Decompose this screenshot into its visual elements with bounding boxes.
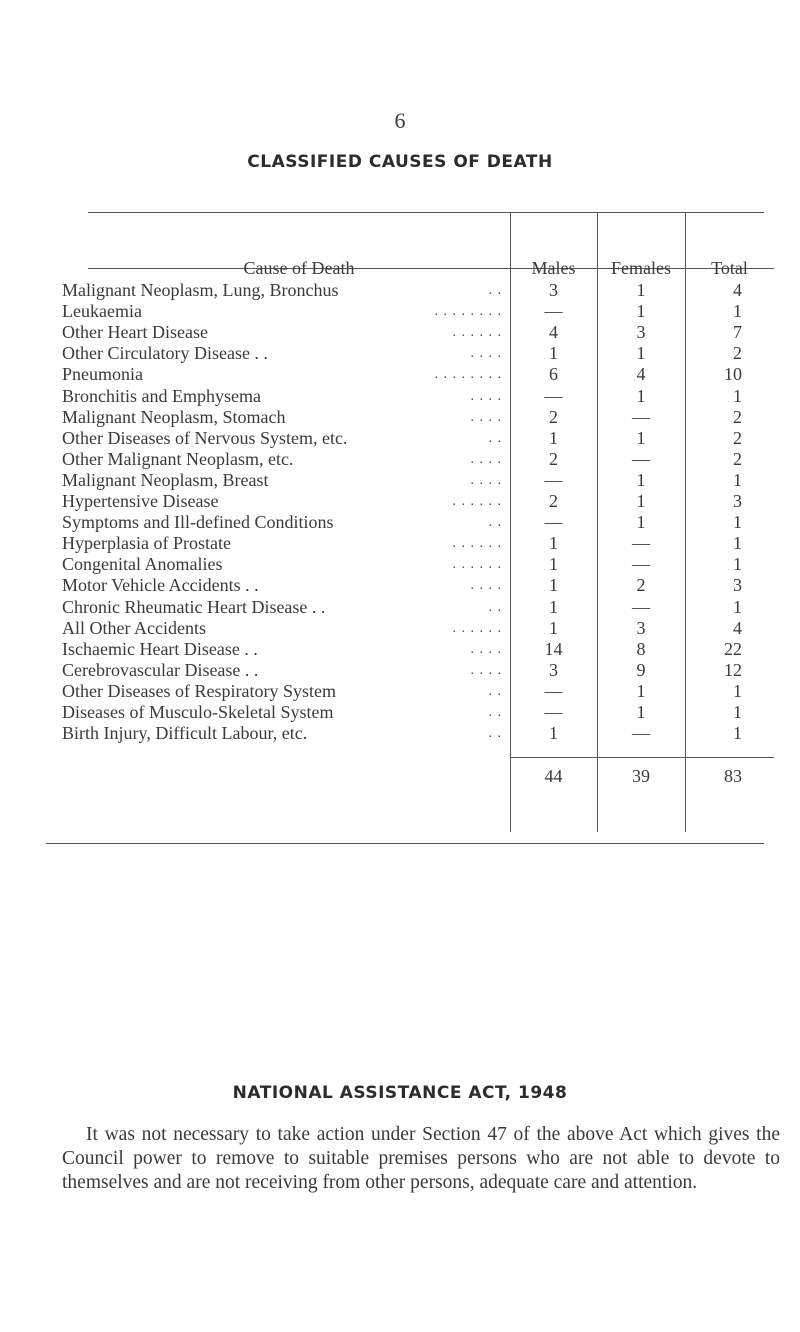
total-value: 1 [733, 385, 742, 406]
total-value: 1 [733, 533, 742, 554]
total-value: 2 [733, 427, 742, 448]
section-heading: NATIONAL ASSISTANCE ACT, 1948 [232, 1083, 568, 1103]
females-value: — [632, 406, 650, 427]
dot-leader: . . . . [470, 662, 502, 678]
cause-label: Hypertensive Disease [62, 491, 219, 511]
females-value: — [632, 448, 650, 469]
page-title: CLASSIFIED CAUSES OF DEATH [247, 152, 553, 172]
table-bottom-rule [46, 843, 764, 844]
cause-label: Leukaemia [62, 301, 142, 322]
total-value: 22 [724, 638, 742, 659]
cause-label: Malignant Neoplasm, Breast [62, 469, 269, 490]
column-divider-total [685, 212, 686, 832]
total-value: 1 [733, 512, 742, 533]
table-top-rule [88, 212, 764, 213]
females-value: 3 [636, 617, 646, 638]
dot-leader: . . . . [470, 578, 502, 594]
total-value: 1 [733, 596, 742, 617]
total-value: 12 [724, 659, 742, 680]
females-value: 1 [636, 280, 646, 300]
females-value: 1 [636, 469, 646, 490]
page-number: 6 [394, 108, 406, 133]
males-value: — [544, 301, 563, 322]
males-value: 4 [549, 322, 558, 343]
cause-label: Malignant Neoplasm, Stomach [62, 406, 286, 427]
dot-leader: . . . . . . [452, 536, 502, 552]
total-value: 4 [733, 617, 742, 638]
cause-label: Other Diseases of Respiratory System [62, 680, 336, 701]
males-value: 1 [549, 533, 558, 554]
total-value: 1 [733, 680, 742, 701]
females-value: 1 [636, 512, 646, 533]
totals-rule [510, 757, 774, 758]
dot-leader: . . . . . . . . [434, 304, 502, 320]
males-value: — [544, 702, 563, 722]
total-value: 10 [724, 364, 742, 385]
females-value: — [632, 554, 650, 575]
total-value: 1 [733, 723, 742, 744]
dot-leader: . . [488, 683, 502, 699]
total-value: 4 [733, 280, 742, 300]
dot-leader: . . [488, 599, 502, 615]
females-value: — [632, 596, 650, 617]
dot-leader: . . [488, 705, 502, 720]
cause-label: Congenital Anomalies [62, 554, 223, 575]
dot-leader: . . [488, 430, 502, 446]
males-value: — [544, 469, 563, 490]
cause-label: Chronic Rheumatic Heart Disease . . [62, 596, 326, 617]
cause-label: Cerebrovascular Disease . . [62, 659, 259, 680]
females-value: 1 [636, 301, 646, 322]
females-value: 9 [636, 659, 646, 680]
total-value: 7 [733, 322, 742, 343]
females-value: 1 [636, 385, 646, 406]
females-value: 3 [636, 322, 646, 343]
dot-leader: . . . . . . [452, 620, 502, 636]
males-value: 6 [549, 364, 558, 385]
dot-leader: . . . . . . [452, 494, 502, 509]
cause-label: Other Diseases of Nervous System, etc. [62, 427, 348, 448]
females-value: — [632, 723, 650, 744]
total-males: 44 [544, 766, 563, 786]
males-value: 1 [549, 427, 558, 448]
dot-leader: . . . . . . [452, 325, 502, 341]
total-value: 1 [733, 301, 742, 322]
header-cause: Cause of Death [243, 258, 355, 278]
cause-label: Diseases of Musculo-Skeletal System [62, 702, 334, 722]
total-value: 2 [733, 406, 742, 427]
males-value: 2 [549, 448, 558, 469]
dot-leader: . . [488, 726, 502, 742]
males-value: — [544, 385, 563, 406]
males-value: — [544, 512, 563, 533]
males-value: 2 [549, 406, 558, 427]
males-value: 3 [549, 659, 558, 680]
males-value: 1 [549, 343, 558, 364]
total-all: 83 [724, 766, 742, 786]
dot-leader: . . . . . . [452, 557, 502, 573]
header-males: Males [531, 258, 576, 278]
males-value: 1 [549, 596, 558, 617]
dot-leader: . . . . [470, 346, 502, 362]
header-total: Total [711, 258, 748, 278]
cause-label: Hyperplasia of Prostate [62, 533, 231, 554]
males-value: 3 [549, 280, 558, 300]
total-value: 1 [733, 702, 742, 722]
total-value: 3 [733, 575, 742, 596]
total-value: 3 [733, 491, 742, 511]
total-females: 39 [632, 766, 650, 786]
males-value: 1 [549, 723, 558, 744]
cause-label: Pneumonia [62, 364, 143, 385]
females-value: 1 [636, 427, 646, 448]
dot-leader: . . [488, 283, 502, 298]
males-value: 1 [549, 617, 558, 638]
males-value: 2 [549, 491, 558, 511]
header-females: Females [611, 258, 671, 278]
total-value: 1 [733, 469, 742, 490]
males-value: 14 [544, 638, 563, 659]
females-value: 1 [636, 343, 646, 364]
males-value: — [544, 680, 563, 701]
cause-label: Symptoms and Ill-defined Conditions [62, 512, 334, 533]
cause-label: Other Heart Disease [62, 322, 208, 343]
females-value: 1 [636, 702, 646, 722]
dot-leader: . . . . . . . . [434, 367, 502, 383]
females-value: 8 [636, 638, 646, 659]
females-value: 1 [636, 680, 646, 701]
dot-leader: . . . . [470, 388, 502, 404]
females-value: 1 [636, 491, 646, 511]
cause-label: Ischaemic Heart Disease . . [62, 638, 258, 659]
cause-label: Other Circulatory Disease . . [62, 343, 268, 364]
body-paragraph: It was not necessary to take action under Section 47 of the above Act which gives the Council power to remove to suitable premises persons who are not able to devote to themselves and are not receiving from other persons, adequate care and attention. [62, 1124, 780, 1193]
total-value: 2 [733, 343, 742, 364]
cause-label: Other Malignant Neoplasm, etc. [62, 448, 294, 469]
cause-label: Malignant Neoplasm, Lung, Bronchus [62, 280, 339, 300]
cause-label: Bronchitis and Emphysema [62, 385, 261, 406]
males-value: 1 [549, 554, 558, 575]
cause-label: Motor Vehicle Accidents . . [62, 575, 259, 596]
females-value: 2 [636, 575, 646, 596]
dot-leader: . . . . [470, 472, 502, 488]
dot-leader: . . . . [470, 641, 502, 657]
total-value: 1 [733, 554, 742, 575]
total-value: 2 [733, 448, 742, 469]
cause-label: Birth Injury, Difficult Labour, etc. [62, 723, 308, 744]
females-value: — [632, 533, 650, 554]
dot-leader: . . . . [470, 409, 502, 425]
females-value: 4 [636, 364, 646, 385]
males-value: 1 [549, 575, 558, 596]
dot-leader: . . [488, 515, 502, 531]
dot-leader: . . . . [470, 451, 502, 467]
cause-label: All Other Accidents [62, 617, 206, 638]
